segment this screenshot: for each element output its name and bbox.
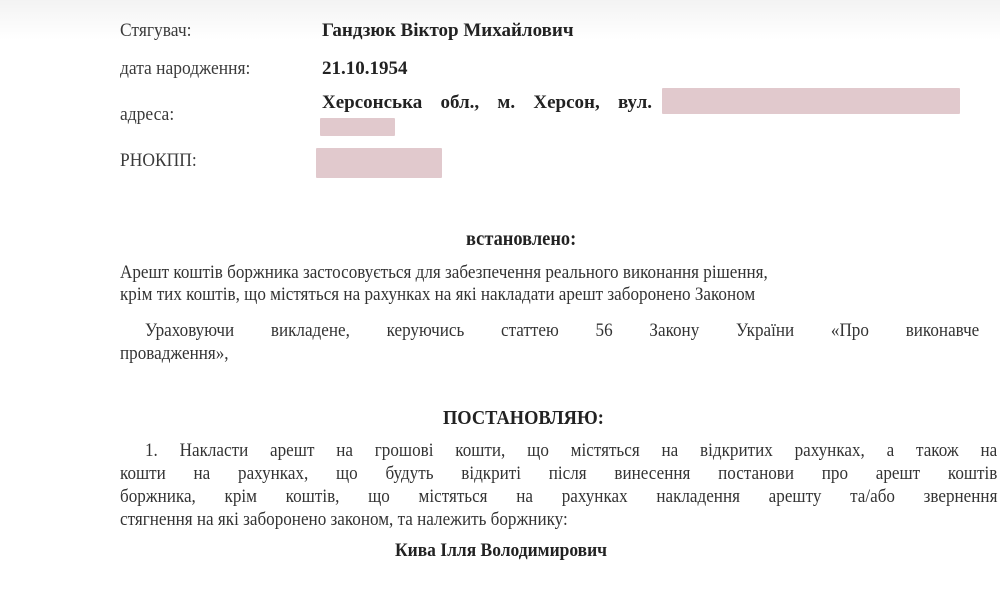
word: викладене,: [270, 320, 350, 341]
word: «Про: [830, 320, 869, 341]
word: рахунках: [561, 486, 628, 507]
word: що: [335, 463, 358, 484]
resolution-item-line: стягнення на які заборонено законом, та належить боржнику:: [120, 509, 568, 530]
word: на: [980, 440, 998, 461]
word: на: [516, 486, 534, 507]
word: після: [548, 463, 587, 484]
word: Ураховуючи: [145, 320, 235, 341]
debtor-name: Кива Ілля Володимирович: [395, 540, 608, 561]
word: керуючись: [386, 320, 465, 341]
word: містяться: [570, 440, 640, 461]
redaction-house-number: [320, 118, 395, 136]
word: звернення: [923, 486, 998, 507]
established-heading: встановлено:: [466, 228, 577, 250]
established-paragraph-line: крім тих коштів, що містяться на рахунках на які накладати арешт заборонено Законом: [120, 284, 756, 305]
resolution-heading: ПОСТАНОВЛЯЮ:: [443, 407, 604, 429]
word: Накласти: [179, 440, 249, 461]
word: на: [193, 463, 211, 484]
word: арешту: [768, 486, 822, 507]
word: що: [368, 486, 390, 507]
resolution-item-line: [120, 486, 998, 508]
word: статтею: [501, 320, 559, 341]
word: на: [661, 440, 679, 461]
resolution-item-line: [120, 463, 998, 485]
resolution-item-line: [145, 440, 997, 462]
redaction-street: [662, 88, 960, 114]
established-paragraph-line: Арешт коштів боржника застосовується для забезпечення реального виконання рішення,: [120, 262, 768, 283]
address-word: вул.: [617, 92, 652, 113]
address-word: м.: [497, 92, 516, 113]
word: Закону: [649, 320, 700, 341]
considering-paragraph-line: провадження»,: [120, 343, 229, 364]
word: про: [821, 463, 849, 484]
word: будуть: [385, 463, 434, 484]
word: винесення: [614, 463, 691, 484]
collector-label: Стягувач:: [120, 20, 192, 41]
word: а: [886, 440, 895, 461]
word: містяться: [418, 486, 488, 507]
address-word: Херсонська: [322, 92, 423, 113]
word: рахунках,: [794, 440, 865, 461]
word: відкриті: [461, 463, 522, 484]
word: та/або: [850, 486, 895, 507]
word: кошти,: [455, 440, 506, 461]
word: арешт: [270, 440, 315, 461]
word: арешт: [875, 463, 921, 484]
word: коштів,: [285, 486, 340, 507]
word: постанови: [718, 463, 795, 484]
word: 1.: [145, 440, 158, 461]
word: 56: [595, 320, 613, 341]
word: рахунках,: [238, 463, 309, 484]
tax-id-label: РНОКПП:: [120, 150, 197, 171]
address-value: [322, 92, 652, 114]
word: відкритих: [700, 440, 773, 461]
word: накладення: [656, 486, 740, 507]
word: України: [736, 320, 795, 341]
birthdate-label: дата народження:: [120, 58, 251, 79]
word: коштів: [947, 463, 998, 484]
word: крім: [224, 486, 257, 507]
collector-value: Гандзюк Віктор Михайлович: [322, 20, 574, 41]
word: грошові: [374, 440, 434, 461]
word: кошти: [120, 463, 166, 484]
word: виконавче: [905, 320, 980, 341]
address-word: обл.,: [440, 92, 480, 113]
address-word: Херсон,: [533, 92, 600, 113]
redaction-tax-id: [316, 148, 442, 178]
word: на: [336, 440, 353, 461]
word: що: [527, 440, 549, 461]
birthdate-value: 21.10.1954: [322, 58, 408, 79]
word: боржника,: [120, 486, 196, 507]
word: також: [916, 440, 959, 461]
address-label: адреса:: [120, 104, 175, 125]
considering-paragraph-line: [145, 320, 979, 342]
